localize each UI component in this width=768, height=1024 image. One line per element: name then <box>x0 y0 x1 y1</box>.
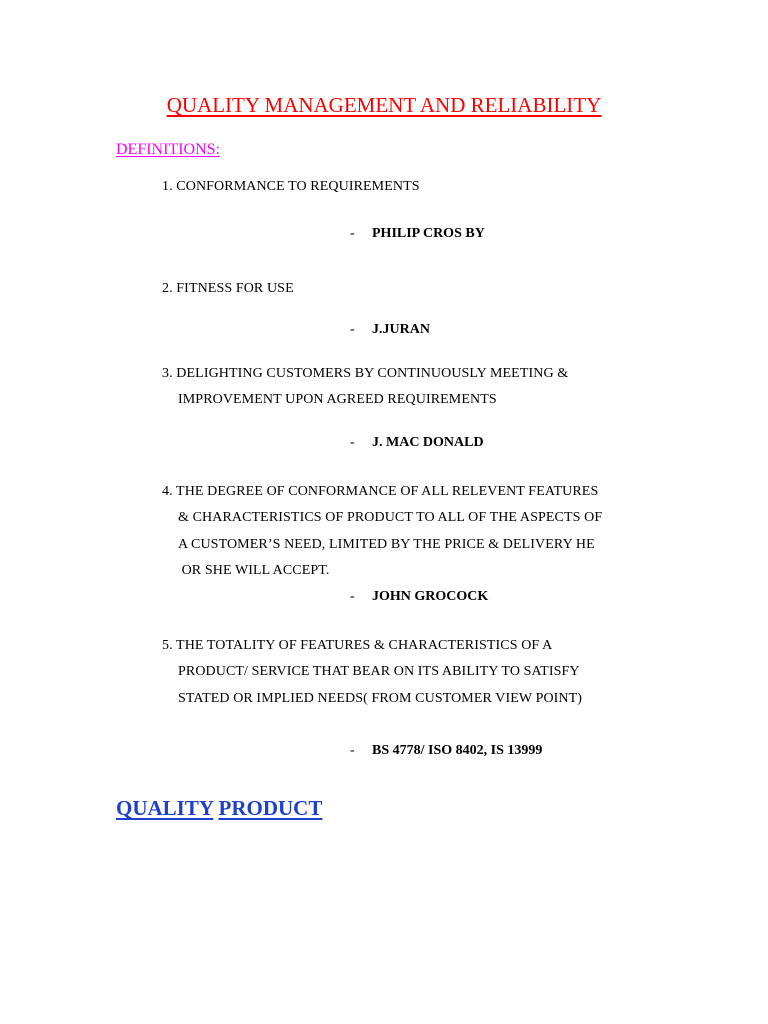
definition-5-attribution <box>350 743 542 759</box>
definition-1-attribution <box>350 226 485 242</box>
definition-3-attribution <box>350 435 484 451</box>
definition-4-line-4: OR SHE WILL ACCEPT. <box>178 563 330 578</box>
attribution-dash: - <box>350 322 355 337</box>
heading-word-quality: QUALITY <box>116 796 214 820</box>
definition-2-line-1: 2. FITNESS FOR USE <box>162 281 294 296</box>
quality-product-heading <box>116 796 322 821</box>
definition-4-line-1: 4. THE DEGREE OF CONFORMANCE OF ALL RELEVENT FEATURES <box>162 484 599 499</box>
definition-2-author: J.JURAN <box>372 322 430 337</box>
definition-4-line-2: & CHARACTERISTICS OF PRODUCT TO ALL OF THE ASPECTS OF <box>178 510 603 525</box>
section-label-definitions: DEFINITIONS: <box>116 141 220 158</box>
definition-5-line-1: 5. THE TOTALITY OF FEATURES & CHARACTERISTICS OF A <box>162 638 553 653</box>
definition-2-attribution <box>350 322 430 338</box>
definition-5-author: BS 4778/ ISO 8402, IS 13999 <box>372 743 543 758</box>
definition-1-author: PHILIP CROS BY <box>372 226 485 241</box>
attribution-dash: - <box>350 435 355 450</box>
definition-3-line-2: IMPROVEMENT UPON AGREED REQUIREMENTS <box>178 392 497 407</box>
definition-4-line-3: A CUSTOMER’S NEED, LIMITED BY THE PRICE & DELIVERY HE <box>178 537 595 552</box>
attribution-dash: - <box>350 226 355 241</box>
attribution-dash: - <box>350 589 355 604</box>
definition-5-line-2: PRODUCT/ SERVICE THAT BEAR ON ITS ABILITY TO SATISFY <box>178 664 580 679</box>
definition-3-line-1: 3. DELIGHTING CUSTOMERS BY CONTINUOUSLY MEETING & <box>162 366 569 381</box>
heading-word-product: PRODUCT <box>218 796 323 820</box>
definition-1-line-1: 1. CONFORMANCE TO REQUIREMENTS <box>162 179 420 194</box>
definition-5-line-3: STATED OR IMPLIED NEEDS( FROM CUSTOMER VIEW POINT) <box>178 691 583 706</box>
definition-4-author: JOHN GROCOCK <box>372 589 489 604</box>
definition-4-attribution <box>350 589 488 605</box>
page-title: QUALITY MANAGEMENT AND RELIABILITY <box>166 93 602 117</box>
attribution-dash: - <box>350 743 355 758</box>
definition-3-author: J. MAC DONALD <box>372 435 484 450</box>
